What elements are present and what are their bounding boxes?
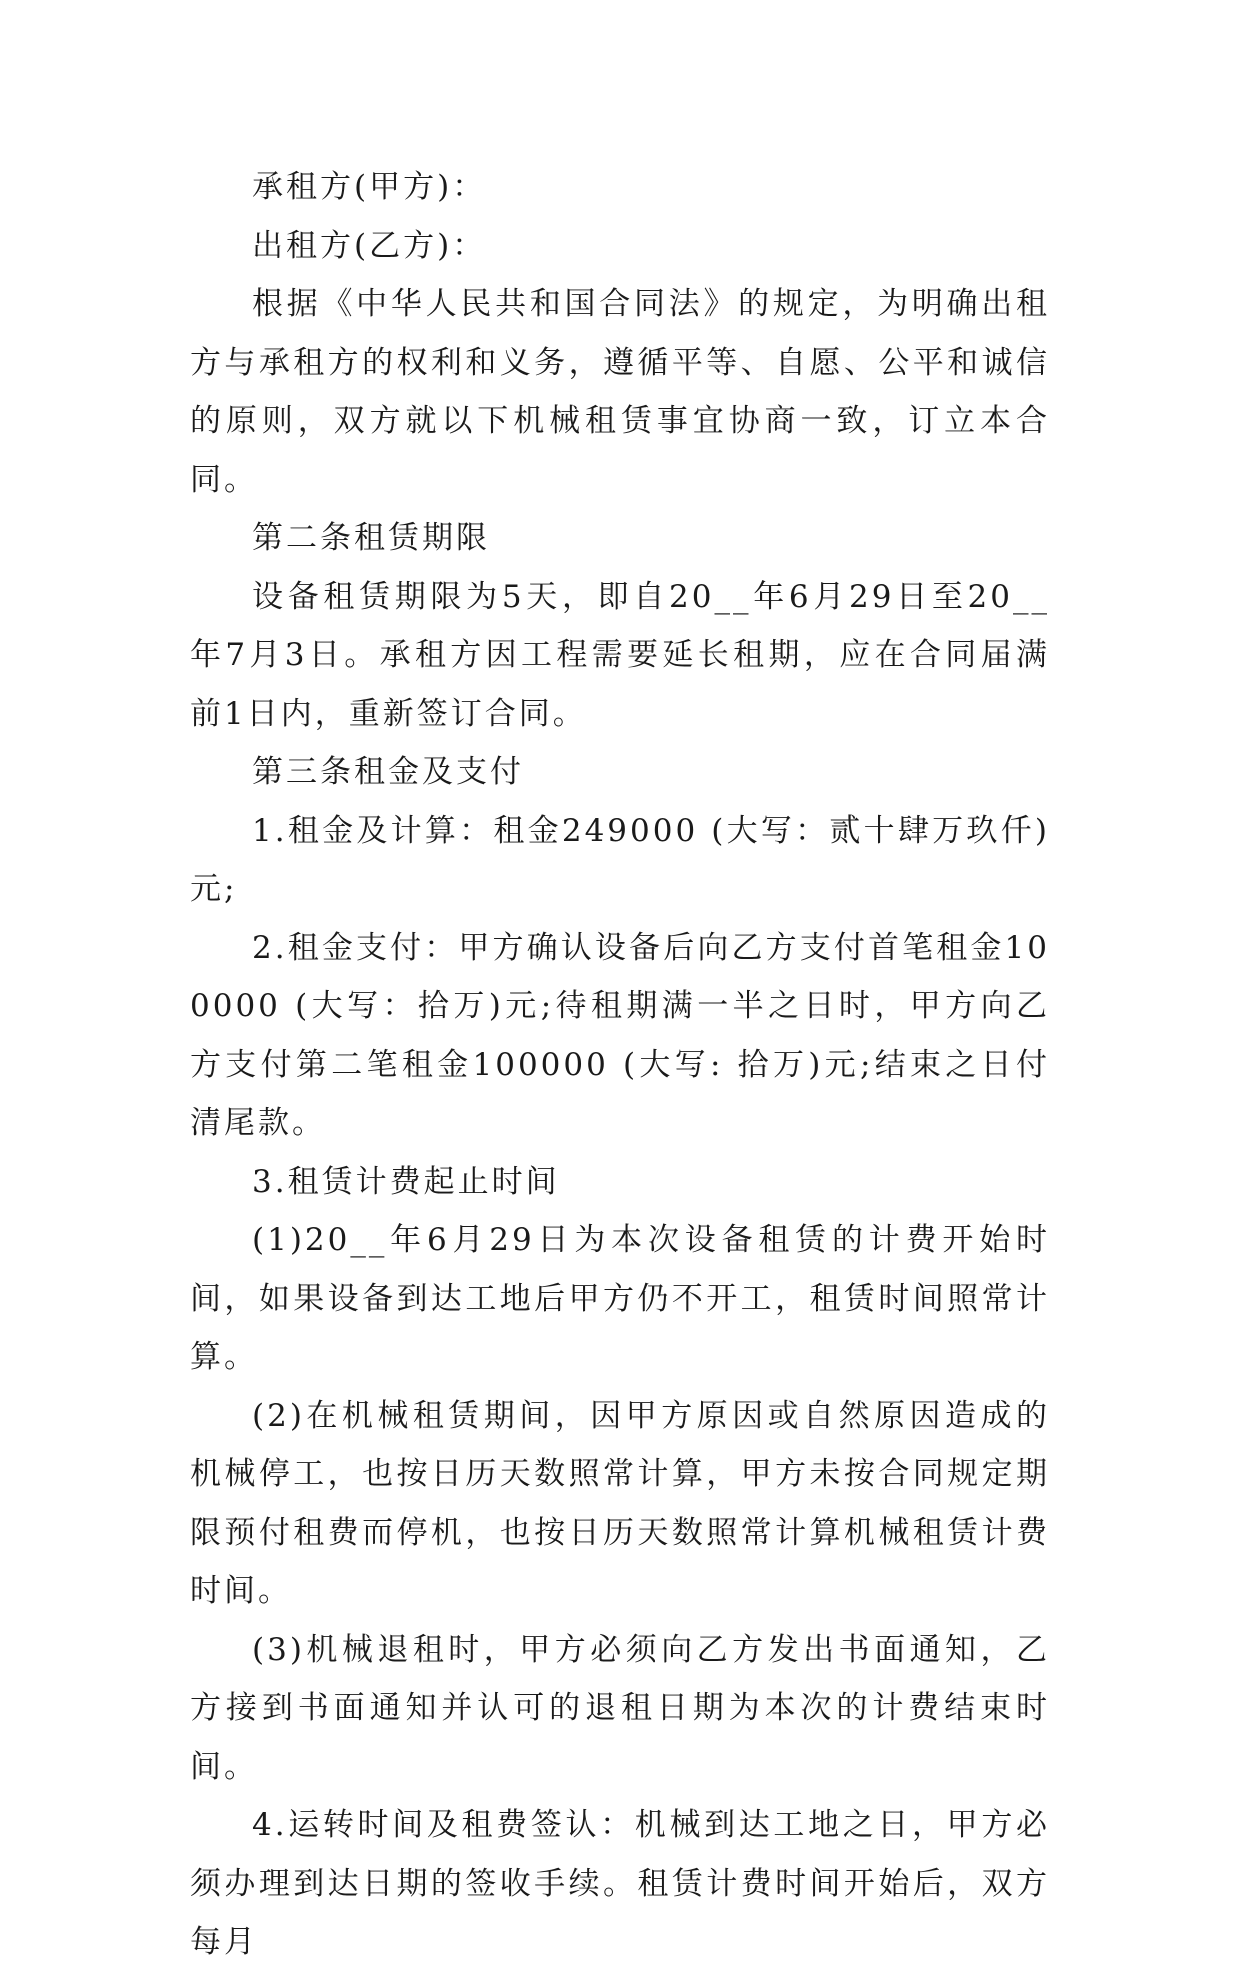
preamble-paragraph: 根据《中华人民共和国合同法》的规定，为明确出租方与承租方的权利和义务，遵循平等、自愿、公平和诚信的原则，双方就以下机械租赁事宜协商一致，订立本合同。 (190, 286, 1050, 498)
operation-time-item: 4.运转时间及租费签认：机械到达工地之日，甲方必须办理到达日期的签收手续。租赁计费时间开始后，双方每月 (190, 1807, 1050, 1960)
lease-term-paragraph: 设备租赁期限为5天，即自20__年6月29日至20__年7月3日。承租方因工程需要延长租期，应在合同届满前1日内，重新签订合同。 (190, 578, 1050, 732)
lessor-party-line: 出租方(乙方)： (252, 227, 487, 264)
rent-payment-item: 2.租金支付：甲方确认设备后向乙方支付首笔租金100000 (大写：拾万)元;待租期满一半之日时，甲方向乙方支付第二笔租金100000 (大写: 拾万)元;结束之日付清尾款。 (190, 929, 1050, 1141)
lessee-party-line: 承租方(甲方)： (252, 169, 487, 205)
billing-subitem-3: (3)机械退租时，甲方必须向乙方发出书面通知，乙方接到书面通知并认可的退租日期为本次的计费结束时间。 (190, 1631, 1050, 1785)
billing-subitem-1: (1)20__年6月29日为本次设备租赁的计费开始时间，如果设备到达工地后甲方仍不开工，租赁时间照常计算。 (190, 1222, 1050, 1375)
document-body (190, 158, 1050, 1972)
billing-subitem-2: (2)在机械租赁期间，因甲方原因或自然原因造成的机械停工，也按日历天数照常计算，甲方未按合同规定期限预付租费而停机，也按日历天数照常计算机械租赁计费时间。 (190, 1397, 1050, 1609)
article-3-heading: 第三条租金及支付 (252, 754, 524, 790)
article-2-heading: 第二条租赁期限 (252, 520, 490, 556)
rent-calculation-item: 1.租金及计算：租金249000 (大写：贰十肆万玖仟)元; (190, 812, 1050, 907)
billing-period-item: 3.租赁计费起止时间 (252, 1163, 560, 1200)
